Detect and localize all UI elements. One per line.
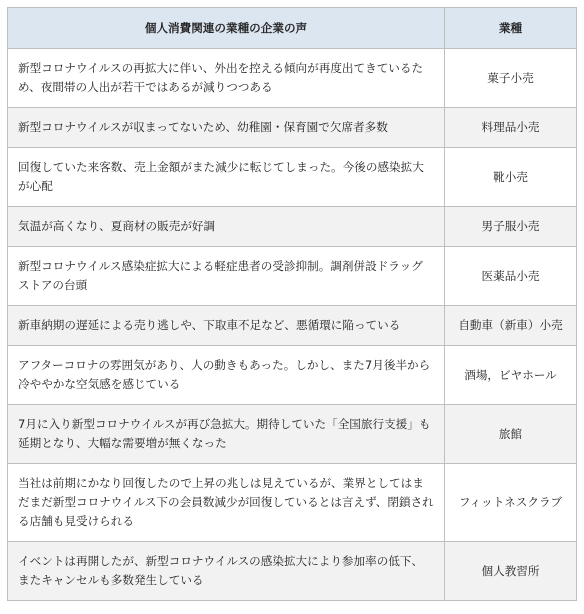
row-voice: 新型コロナウイルスが収まってないため、幼稚園・保育園で欠席者多数	[8, 108, 445, 148]
row-industry: 料理品小売	[445, 108, 577, 148]
table-row	[8, 247, 577, 306]
table-row	[8, 306, 577, 346]
table-row	[8, 464, 577, 542]
row-industry: 酒場，ビヤホール	[445, 346, 577, 405]
table-row	[8, 49, 577, 108]
row-voice: 新型コロナウイルス感染症拡大による軽症患者の受診抑制。調剤併設ドラッグストアの台頭	[8, 247, 445, 306]
row-voice: 気温が高くなり、夏商材の販売が好調	[8, 207, 445, 247]
row-voice: 当社は前期にかなり回復したので上昇の兆しは見えているが、業界としてはまだまだ新型コロナウイルス下の会員数減少が回復しているとは言えず、閉鎖される店舗も見受けられる	[8, 464, 445, 542]
row-voice: 回復していた来客数、売上金額がまた減少に転じてしまった。今後の感染拡大が心配	[8, 148, 445, 207]
row-industry: 旅館	[445, 405, 577, 464]
row-voice: 新車納期の遅延による売り逃しや、下取車不足など、悪循環に陥っている	[8, 306, 445, 346]
table-row	[8, 405, 577, 464]
row-industry: 個人教習所	[445, 542, 577, 601]
row-voice: 7月に入り新型コロナウイルスが再び急拡大。期待していた「全国旅行支援」も延期となり、大幅な需要増が無くなった	[8, 405, 445, 464]
row-industry: 菓子小売	[445, 49, 577, 108]
row-industry: フィットネスクラブ	[445, 464, 577, 542]
row-industry: 自動車（新車）小売	[445, 306, 577, 346]
header-voice: 個人消費関連の業種の企業の声	[8, 8, 445, 49]
row-voice: イベントは再開したが、新型コロナウイルスの感染拡大により参加率の低下、またキャンセルも多数発生している	[8, 542, 445, 601]
table-row	[8, 148, 577, 207]
table-row	[8, 108, 577, 148]
table-row	[8, 542, 577, 601]
row-industry: 靴小売	[445, 148, 577, 207]
header-industry: 業種	[445, 8, 577, 49]
row-voice: アフターコロナの雰囲気があり、人の動きもあった。しかし、また7月後半から冷ややかな空気感を感じている	[8, 346, 445, 405]
row-industry: 医薬品小売	[445, 247, 577, 306]
table-row	[8, 346, 577, 405]
voices-table	[7, 7, 577, 601]
header-row	[8, 8, 577, 49]
row-voice: 新型コロナウイルスの再拡大に伴い、外出を控える傾向が再度出てきているため、夜間帯の人出が若干ではあるが減りつつある	[8, 49, 445, 108]
table-row	[8, 207, 577, 247]
row-industry: 男子服小売	[445, 207, 577, 247]
